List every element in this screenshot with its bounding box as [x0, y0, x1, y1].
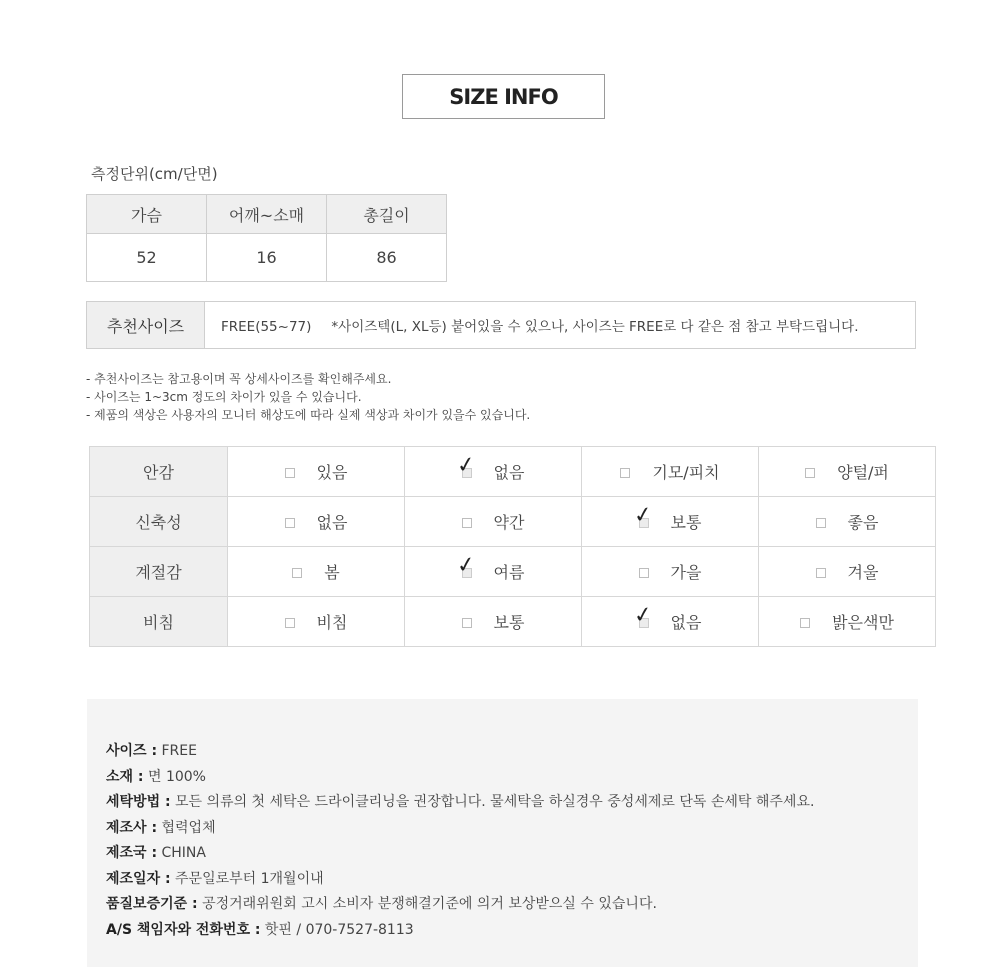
product-info-row [106, 892, 814, 918]
feature-option-label: 좋음 [847, 513, 879, 532]
feature-row [90, 547, 936, 597]
feature-label: 신축성 [90, 497, 228, 547]
feature-option [582, 497, 759, 547]
size-value-chest: 52 [87, 234, 207, 282]
feature-option [228, 447, 405, 497]
note-line: - 추천사이즈는 참고용이며 꼭 상세사이즈를 확인해주세요. [86, 372, 392, 386]
product-info-row [106, 790, 814, 816]
feature-option [759, 597, 936, 647]
product-info-key: 세탁방법 : [106, 794, 171, 810]
checkbox-icon [639, 568, 649, 578]
checkbox-icon [620, 468, 630, 478]
feature-option-label: 양털/퍼 [837, 463, 889, 482]
feature-option [405, 447, 582, 497]
product-info-value: 핫핀 / 070-7527-8113 [264, 921, 414, 938]
size-table-header-row [87, 195, 447, 234]
product-info-key: 사이즈 : [106, 743, 158, 759]
feature-option-label: 비침 [316, 613, 348, 632]
feature-option-label: 있음 [316, 463, 348, 482]
product-info-key: 제조사 : [106, 819, 158, 836]
product-info-row [106, 816, 814, 842]
size-value-length: 86 [327, 234, 447, 282]
feature-option [405, 547, 582, 597]
feature-option-label: 약간 [493, 513, 525, 532]
feature-label: 비침 [90, 597, 228, 647]
product-info-key: 제조일자 : [106, 870, 171, 887]
product-info-key: A/S 책임자와 전화번호 : [106, 921, 261, 938]
size-header-length: 총길이 [327, 195, 447, 234]
feature-option-label: 밝은색만 [832, 613, 894, 632]
product-info-value: 주문일로부터 1개월이내 [175, 870, 324, 887]
product-info-panel [87, 699, 918, 967]
size-header-shoulder-sleeve: 어깨~소매 [207, 195, 327, 234]
size-value-shoulder-sleeve: 16 [207, 234, 327, 282]
recommended-size-value [205, 315, 859, 335]
size-header-chest: 가슴 [87, 195, 207, 234]
product-feature-table [89, 446, 936, 647]
product-info-key: 소재 : [106, 768, 144, 785]
note-line: - 사이즈는 1~3cm 정도의 차이가 있을 수 있습니다. [86, 390, 362, 404]
feature-label: 안감 [90, 447, 228, 497]
product-info-row [106, 739, 814, 765]
check-mark-icon: ✓ [455, 451, 478, 480]
checkbox-icon [816, 568, 826, 578]
check-mark-icon: ✓ [455, 551, 478, 580]
product-info-value: FREE [161, 743, 197, 759]
feature-option [582, 547, 759, 597]
checkbox-icon [462, 618, 472, 628]
feature-option-label: 겨울 [847, 563, 879, 582]
check-mark-icon: ✓ [632, 601, 655, 630]
size-notes [86, 370, 530, 424]
checkbox-icon [816, 518, 826, 528]
feature-label: 계절감 [90, 547, 228, 597]
product-info-row [106, 841, 814, 867]
product-info-value: 협력업체 [161, 819, 216, 836]
size-table-value-row [87, 234, 447, 282]
feature-option-label: 봄 [324, 563, 340, 582]
feature-option [759, 447, 936, 497]
product-info-value: 모든 의류의 첫 세탁은 드라이클리닝을 권장합니다. 물세탁을 하실경우 중성세제로 단독 손세탁 해주세요. [175, 794, 815, 810]
feature-option [228, 497, 405, 547]
recommended-size-box [86, 301, 916, 349]
feature-option-label: 가을 [670, 563, 702, 582]
checkbox-icon [805, 468, 815, 478]
measure-unit-label: 측정단위(cm/단면) [91, 165, 218, 183]
checkbox-icon [800, 618, 810, 628]
feature-option-label: 보통 [493, 613, 525, 632]
size-info-title: SIZE INFO [402, 74, 605, 119]
feature-row [90, 497, 936, 547]
product-info-list [106, 739, 814, 943]
product-info-row [106, 867, 814, 893]
feature-option-label: 보통 [670, 513, 702, 532]
feature-option-label: 여름 [493, 563, 525, 582]
recommended-size-note: *사이즈텍(L, XL등) 붙어있을 수 있으나, 사이즈는 FREE로 다 같은 점 참고 부탁드립니다. [331, 319, 859, 335]
product-info-row [106, 918, 814, 944]
product-info-row [106, 765, 814, 791]
feature-option-label: 기모/피치 [652, 463, 720, 482]
feature-option [405, 597, 582, 647]
product-info-key: 제조국 : [106, 845, 158, 861]
feature-option-label: 없음 [493, 463, 525, 482]
checkbox-icon [285, 618, 295, 628]
recommended-size: FREE(55~77) [221, 319, 312, 335]
size-table [86, 194, 447, 282]
feature-option [759, 547, 936, 597]
product-info-value: CHINA [161, 845, 206, 861]
feature-option-label: 없음 [670, 613, 702, 632]
feature-option [582, 597, 759, 647]
feature-row [90, 597, 936, 647]
note-line: - 제품의 색상은 사용자의 모니터 해상도에 따라 실제 색상과 차이가 있을수 있습니다. [86, 408, 531, 422]
feature-option [405, 497, 582, 547]
checkbox-icon [285, 518, 295, 528]
checkbox-icon [292, 568, 302, 578]
checkbox-icon [285, 468, 295, 478]
checkbox-icon [462, 518, 472, 528]
product-info-key: 품질보증기준 : [106, 896, 198, 912]
feature-option [228, 547, 405, 597]
check-mark-icon: ✓ [632, 501, 655, 530]
feature-option [228, 597, 405, 647]
feature-row [90, 447, 936, 497]
recommended-size-label: 추천사이즈 [87, 302, 205, 348]
feature-option-label: 없음 [316, 513, 348, 532]
feature-option [582, 447, 759, 497]
feature-option [759, 497, 936, 547]
product-info-value: 면 100% [147, 768, 206, 785]
product-info-value: 공정거래위원회 고시 소비자 분쟁해결기준에 의거 보상받으실 수 있습니다. [202, 896, 657, 912]
